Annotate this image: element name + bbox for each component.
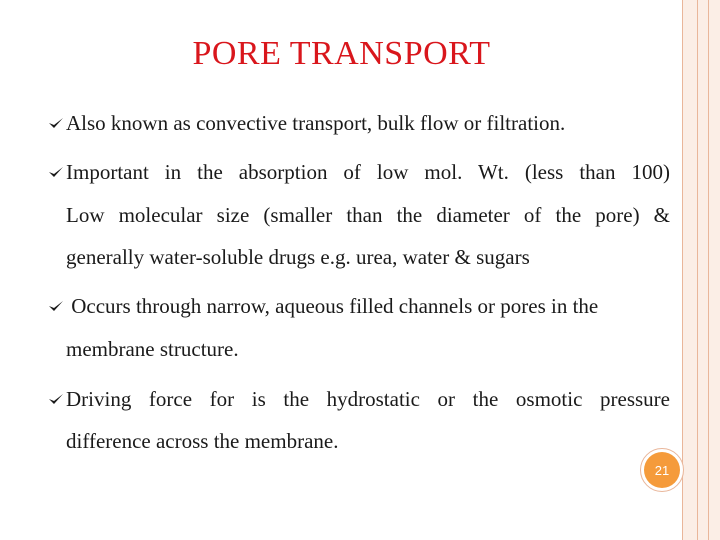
slide-title: PORE TRANSPORT xyxy=(192,35,491,72)
page-number-badge xyxy=(640,448,684,492)
bullet-text: Low molecular size (smaller than the diameter of the pore) & xyxy=(66,203,670,227)
bullet-text: Important in the absorption of low mol. Wt. (less than 100) xyxy=(66,160,670,184)
checkmark-diamond-icon xyxy=(48,165,64,179)
bullet-text: membrane structure. xyxy=(66,337,239,361)
page-number: 21 xyxy=(644,452,680,488)
bullet-text: Also known as convective transport, bulk flow or filtration. xyxy=(66,111,566,135)
checkmark-diamond-icon xyxy=(48,116,64,130)
bullet-text: difference across the membrane. xyxy=(66,429,339,453)
bullet-text: Occurs through narrow, aqueous filled channels or pores in the xyxy=(66,294,599,318)
decorative-line xyxy=(697,0,698,540)
bullet-text: generally water-soluble drugs e.g. urea, water & sugars xyxy=(66,245,530,269)
checkmark-diamond-icon xyxy=(48,299,64,313)
decorative-line xyxy=(708,0,709,540)
bullet-text: Driving force for is the hydrostatic or the osmotic pressure xyxy=(66,387,670,411)
checkmark-diamond-icon xyxy=(48,392,64,406)
